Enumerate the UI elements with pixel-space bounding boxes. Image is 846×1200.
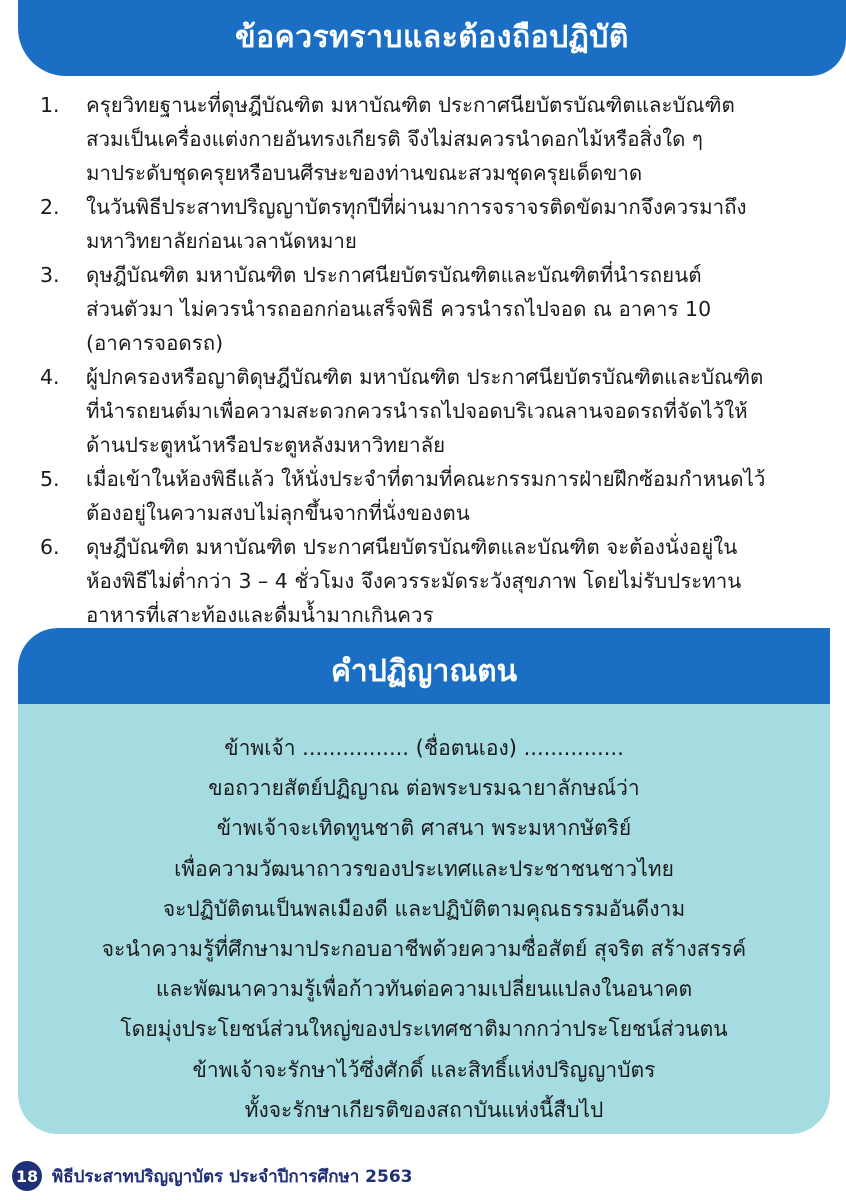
oath-line: ข้าพเจ้าจะรักษาไว้ซึ่งศักดิ์ และสิทธิ์แห่งปริญญาบัตร	[192, 1057, 656, 1082]
section-title: ข้อควรทราบและต้องถือปฏิบัติ	[235, 20, 629, 55]
rule-item	[34, 462, 824, 530]
rule-line: ในวันพิธีประสาทปริญญาบัตรทุกปีที่ผ่านมาการจราจรติดขัดมากจึงควรมาถึง	[86, 195, 747, 219]
rule-line: มหาวิทยาลัยก่อนเวลานัดหมาย	[86, 229, 357, 253]
rule-line: มาประดับชุดครุยหรือบนศีรษะของท่านขณะสวมชุดครุยเด็ดขาด	[86, 161, 643, 185]
rule-number: 2.	[40, 195, 60, 219]
rule-line: ดุษฎีบัณฑิต มหาบัณฑิต ประกาศนียบัตรบัณฑิตและบัณฑิตที่นำรถยนต์	[86, 263, 702, 287]
rule-number: 6.	[40, 535, 60, 559]
rule-number: 5.	[40, 467, 60, 491]
page-number: 18	[12, 1161, 42, 1191]
rule-item	[34, 360, 824, 462]
rule-line: ห้องพิธีไม่ต่ำกว่า 3 – 4 ชั่วโมง จึงควรระมัดระวังสุขภาพ โดยไม่รับประทาน	[86, 569, 742, 593]
rule-line: (อาคารจอดรถ)	[86, 331, 224, 355]
oath-line: โดยมุ่งประโยชน์ส่วนใหญ่ของประเทศชาติมากกว่าประโยชน์ส่วนตน	[120, 1017, 728, 1042]
rules-list	[34, 88, 824, 632]
rule-line: ผู้ปกครองหรือญาติดุษฎีบัณฑิต มหาบัณฑิต ประกาศนียบัตรบัณฑิตและบัณฑิต	[86, 365, 764, 389]
rule-line: เมื่อเข้าในห้องพิธีแล้ว ให้นั่งประจำที่ตามที่คณะกรรมการฝ่ายฝึกซ้อมกำหนดไว้	[86, 467, 766, 491]
footer-title: พิธีประสาทปริญญาบัตร ประจำปีการศึกษา 2563	[52, 1166, 413, 1187]
oath-line: จะนำความรู้ที่ศึกษามาประกอบอาชีพด้วยความซื่อสัตย์ สุจริต สร้างสรรค์	[101, 937, 747, 962]
oath-line: ทั้งจะรักษาเกียรติของสถาบันแห่งนี้สืบไป	[244, 1097, 604, 1122]
page-footer	[12, 1160, 412, 1192]
rule-number: 4.	[40, 365, 60, 389]
rule-line: ดุษฎีบัณฑิต มหาบัณฑิต ประกาศนียบัตรบัณฑิตและบัณฑิต จะต้องนั่งอยู่ใน	[86, 535, 738, 559]
rule-line: ที่นำรถยนต์มาเพื่อความสะดวกควรนำรถไปจอดบริเวณลานจอดรถที่จัดไว้ให้	[86, 399, 748, 423]
rule-number: 1.	[40, 93, 60, 117]
rule-item	[34, 258, 824, 360]
rule-line: อาหารที่เสาะท้องและดื่มน้ำมากเกินควร	[86, 603, 434, 627]
oath-header	[18, 628, 830, 704]
rule-item	[34, 190, 824, 258]
rule-item	[34, 88, 824, 190]
oath-title: คำปฏิญาณตน	[330, 654, 518, 689]
section-header	[18, 0, 846, 76]
rule-item	[34, 530, 824, 632]
rule-line: ด้านประตูหน้าหรือประตูหลังมหาวิทยาลัย	[86, 433, 446, 457]
oath-line: ข้าพเจ้า ................ (ชื่อตนเอง) ...............	[224, 736, 624, 760]
oath-line: ข้าพเจ้าจะเทิดทูนชาติ ศาสนา พระมหากษัตริย์	[216, 816, 632, 841]
rule-line: ต้องอยู่ในความสงบไม่ลุกขึ้นจากที่นั่งของตน	[86, 501, 470, 525]
rule-number: 3.	[40, 263, 60, 287]
rule-line: ครุยวิทยฐานะที่ดุษฎีบัณฑิต มหาบัณฑิต ประกาศนียบัตรบัณฑิตและบัณฑิต	[86, 93, 735, 117]
oath-line: และพัฒนาความรู้เพื่อก้าวทันต่อความเปลี่ยนแปลงในอนาคต	[155, 977, 693, 1002]
oath-line: ขอถวายสัตย์ปฏิญาณ ต่อพระบรมฉายาลักษณ์ว่า	[208, 776, 640, 801]
oath-panel	[18, 628, 830, 1134]
oath-line: เพื่อความวัฒนาถาวรของประเทศและประชาชนชาวไทย	[174, 856, 674, 881]
oath-line: จะปฏิบัติตนเป็นพลเมืองดี และปฏิบัติตามคุณธรรมอันดีงาม	[162, 896, 686, 921]
rule-line: ส่วนตัวมา ไม่ควรนำรถออกก่อนเสร็จพิธี ควรนำรถไปจอด ณ อาคาร 10	[86, 297, 712, 321]
oath-text	[18, 728, 830, 1130]
rule-line: สวมเป็นเครื่องแต่งกายอันทรงเกียรติ จึงไม่สมควรนำดอกไม้หรือสิ่งใด ๆ	[86, 127, 703, 151]
